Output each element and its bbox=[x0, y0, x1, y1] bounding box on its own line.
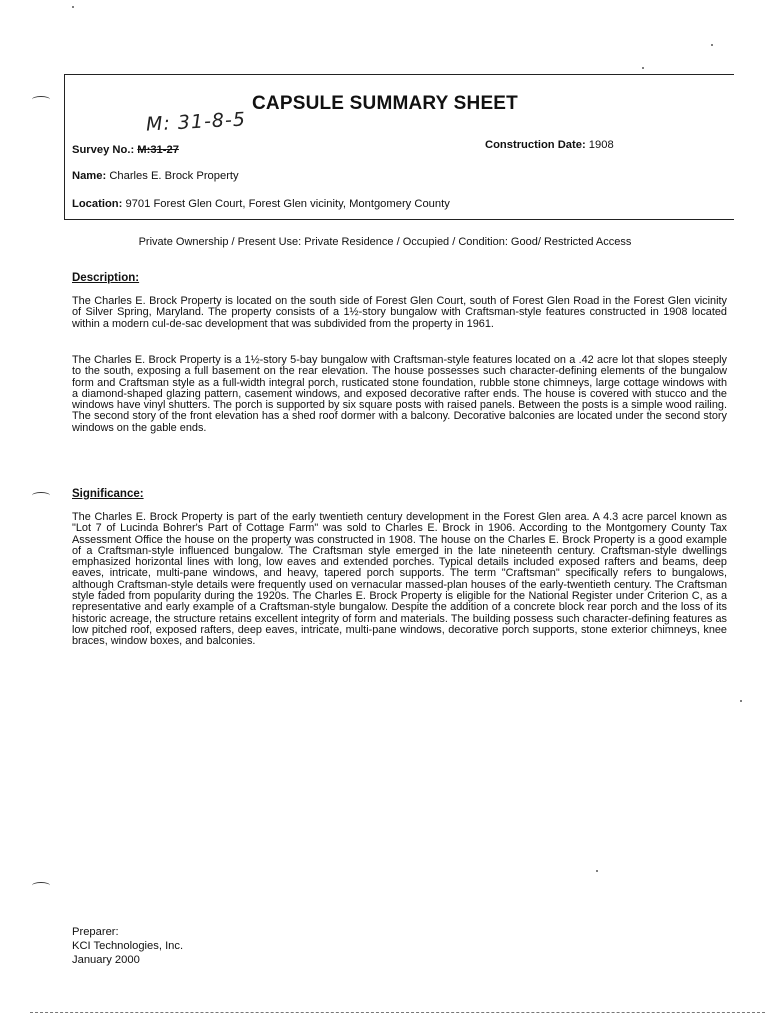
construction-date-value: 1908 bbox=[588, 139, 614, 151]
description-paragraph-1: The Charles E. Brock Property is located on the south side of Forest Glen Court, south of Forest Glen Road in the Forest Glen vicinity of Silver Spring, Maryland. The property consists of a 1½-story bungalow with Craftsman-style features constructed in 1908 located within a modern cul-de-sac development that was subdivided from the property in 1961. bbox=[72, 295, 727, 330]
location-value: 9701 Forest Glen Court, Forest Glen vicinity, Montgomery County bbox=[125, 198, 450, 210]
name-label: Name: bbox=[72, 170, 107, 182]
scan-speck bbox=[596, 870, 598, 872]
survey-number-struck: M:31-27 bbox=[137, 144, 179, 156]
construction-date-label: Construction Date: bbox=[485, 139, 586, 151]
survey-number-label: Survey No.: bbox=[72, 144, 135, 156]
description-paragraph-2: The Charles E. Brock Property is a 1½-story 5-bay bungalow with Craftsman-style features located on a .42 acre lot that slopes steeply to the south, exposing a full basement on the rear elevation. The house possesses such character-defining elements of the bungalow form and Craftsman style as a full-width integral porch, rusticated stone foundation, rubble stone chimneys, large cottage windows with a diamond-shaped glazing pattern, casement windows, and exposed decorative rafter ends. The house is covered with stucco and the windows have vinyl shutters. The porch is supported by six square posts with raised panels. Between the posts is a simple wood railing. The second story of the front elevation has a shed roof dormer with a balcony. Decorative balconies are located under the second story windows on the gable ends. bbox=[72, 354, 727, 434]
location-label: Location: bbox=[72, 198, 123, 210]
scan-speck bbox=[642, 67, 644, 69]
name-field bbox=[72, 170, 239, 182]
handwritten-survey-number: M: 31-8-5 bbox=[145, 108, 247, 136]
page-title: CAPSULE SUMMARY SHEET bbox=[251, 93, 518, 114]
significance-paragraph: The Charles E. Brock Property is part of the early twentieth century development in the Forest Glen area. A 4.3 acre parcel known as "Lot 7 of Lucinda Bohrer's Part of Cottage Farm" was sold to Charles E. Brock in 1906. According to the Montgomery County Tax Assessment Office the house on the property was constructed in 1908. The house on the Charles E. Brock Property is a good example of a Craftsman-style influenced bungalow. The Craftsman style emerged in the late nineteenth century. Craftsman-style dwellings emphasized horizontal lines with long, low eaves and extended porches. Typical details included exposed rafters and beams, deep eaves, intricate, multi-pane windows, and heavy, tapered porch supports. The term "Craftsman" specifically refers to bungalows, although Craftsman-style details were frequently used on vernacular massed-plan houses of the early-twentieth century. The Craftsman style faded from popularity during the 1920s. The Charles E. Brock Property is eligible for the National Register under Criterion C, as a representative and early example of a Craftsman-style bungalow. Despite the addition of a concrete block rear porch and the loss of its historic acreage, the structure retains excellent integrity of form and materials. The building possess such character-defining features as low pitched roof, exposed rafters, deep eaves, intricate, multi-pane windows, decorative porch supports, stone exterior chimneys, knee braces, window boxes, and balconies. bbox=[72, 511, 727, 648]
name-value: Charles E. Brock Property bbox=[109, 170, 239, 182]
preparer-label: Preparer: bbox=[72, 926, 119, 938]
significance-heading: Significance: bbox=[72, 488, 144, 500]
construction-date-field bbox=[485, 139, 614, 151]
preparer-block bbox=[72, 925, 183, 967]
scan-speck bbox=[711, 44, 713, 46]
description-heading: Description: bbox=[72, 272, 140, 284]
footer-rule bbox=[30, 1012, 765, 1013]
location-field bbox=[72, 198, 450, 210]
preparer-date: January 2000 bbox=[72, 954, 140, 966]
ownership-line: Private Ownership / Present Use: Private Residence / Occupied / Condition: Good/ Restricted Access bbox=[138, 236, 632, 248]
scan-mark bbox=[32, 882, 50, 889]
preparer-company: KCI Technologies, Inc. bbox=[72, 940, 184, 952]
scan-speck bbox=[72, 6, 74, 8]
scan-mark bbox=[32, 492, 50, 499]
survey-number-field bbox=[72, 144, 179, 156]
scan-speck bbox=[740, 700, 742, 702]
